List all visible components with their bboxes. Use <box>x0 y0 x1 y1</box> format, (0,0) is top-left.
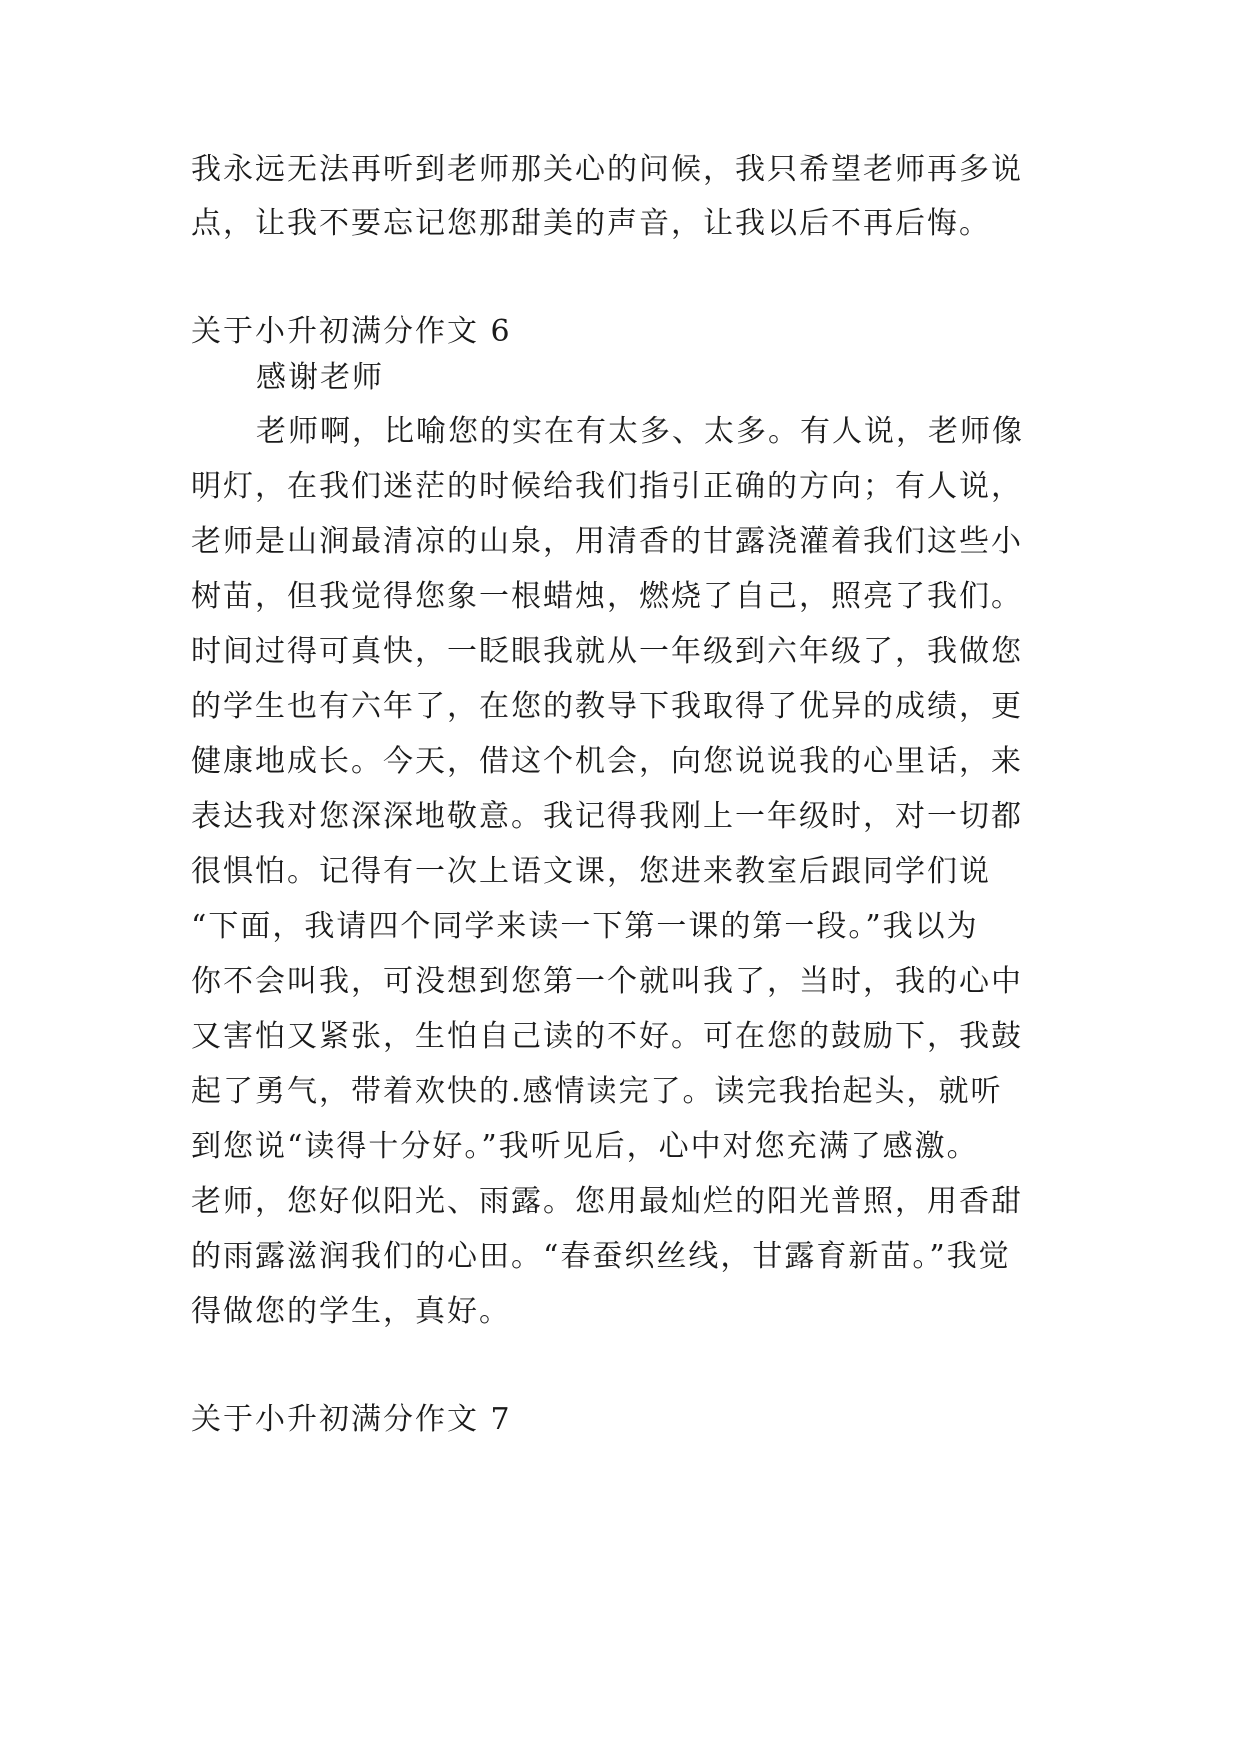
paragraph-line: 得做您的学生，真好。 <box>191 1294 511 1329</box>
paragraph-line: 老师是山涧最清凉的山泉，用清香的甘露浇灌着我们这些小 <box>191 524 1023 559</box>
essay-title: 感谢老师 <box>256 360 384 395</box>
paragraph-line: 的学生也有六年了，在您的教导下我取得了优异的成绩，更 <box>191 689 1023 724</box>
paragraph-line: 树苗，但我觉得您象一根蜡烛，燃烧了自己，照亮了我们。 <box>191 579 1023 614</box>
paragraph-line: 我永远无法再听到老师那关心的问候，我只希望老师再多说 <box>191 152 1023 187</box>
paragraph-line: 明灯，在我们迷茫的时候给我们指引正确的方向；有人说， <box>191 469 1023 504</box>
paragraph-line: 老师啊，比喻您的实在有太多、太多。有人说，老师像 <box>256 414 1024 449</box>
paragraph-line: 的雨露滋润我们的心田。“春蚕织丝线，甘露育新苗。”我觉 <box>191 1239 1011 1274</box>
paragraph-line: 你不会叫我，可没想到您第一个就叫我了，当时，我的心中 <box>191 964 1023 999</box>
paragraph-line: 很惧怕。记得有一次上语文课，您进来教室后跟同学们说 <box>191 854 991 889</box>
paragraph-line: 起了勇气，带着欢快的.感情读完了。读完我抬起头，就听 <box>191 1074 1003 1109</box>
section-heading: 关于小升初满分作文 7 <box>191 1402 512 1437</box>
paragraph-line: 时间过得可真快，一眨眼我就从一年级到六年级了，我做您 <box>191 634 1023 669</box>
paragraph-line: “下面，我请四个同学来读一下第一课的第一段。”我以为 <box>191 909 979 944</box>
paragraph-line: 老师，您好似阳光、雨露。您用最灿烂的阳光普照，用香甜 <box>191 1184 1023 1219</box>
paragraph-line: 到您说“读得十分好。”我听见后，心中对您充满了感激。 <box>191 1129 979 1164</box>
paragraph-line: 表达我对您深深地敬意。我记得我刚上一年级时，对一切都 <box>191 799 1023 834</box>
section-heading: 关于小升初满分作文 6 <box>191 314 512 349</box>
paragraph-line: 又害怕又紧张，生怕自己读的不好。可在您的鼓励下，我鼓 <box>191 1019 1023 1054</box>
paragraph-line: 健康地成长。今天，借这个机会，向您说说我的心里话，来 <box>191 744 1023 779</box>
paragraph-line: 点，让我不要忘记您那甜美的声音，让我以后不再后悔。 <box>191 206 991 241</box>
